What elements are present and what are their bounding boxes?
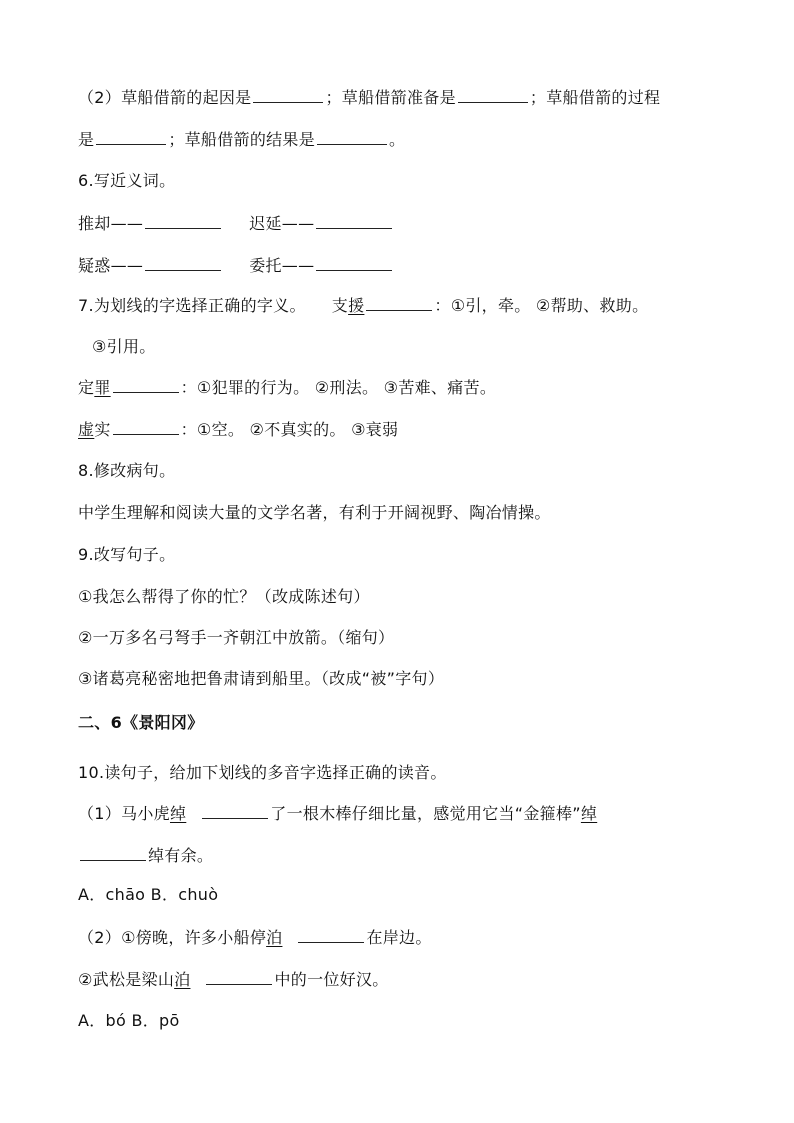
q10-2-options: A．bó B．pō [78, 1011, 180, 1030]
q10-title: 10.读句子，给加下划线的多音字选择正确的读音。 [78, 763, 447, 782]
q7-word2-options: ：①犯罪的行为。 ②刑法。 ③苦难、痛苦。 [180, 378, 497, 397]
q9-title: 9.改写句子。 [78, 545, 176, 564]
q7-line3 [78, 376, 496, 399]
q9-item3: ③诸葛亮秘密地把鲁肃请到船里。（改成“被”字句） [78, 669, 445, 688]
q7-line1 [78, 294, 648, 317]
answer-blank[interactable] [113, 418, 179, 435]
underlined-char: 罪 [94, 378, 111, 397]
synonym-word: 推却—— [78, 214, 144, 233]
q5-2-text: ；草船借箭的结果是 [168, 130, 316, 149]
q5-2-text: （2）草船借箭的起因是 [78, 88, 252, 107]
answer-blank[interactable] [458, 86, 528, 103]
answer-blank[interactable] [366, 294, 432, 311]
q8-sentence: 中学生理解和阅读大量的文学名著，有利于开阔视野、陶冶情操。 [78, 503, 551, 522]
q10-2-line2 [78, 968, 389, 991]
q9-item2: ②一万多名弓弩手一齐朝江中放箭。（缩句） [78, 628, 395, 647]
q5-2-line1 [78, 86, 660, 109]
q5-2-text: ；草船借箭准备是 [325, 88, 456, 107]
q7-word1-char: 支 [331, 296, 349, 315]
q7-word3-options: ：①空。 ②不真实的。 ③衰弱 [180, 420, 399, 439]
q10-1-line1 [78, 802, 597, 825]
q6-row1 [78, 212, 394, 235]
q10-1-options: A．chāo B．chuò [78, 885, 219, 904]
answer-blank[interactable] [145, 254, 221, 271]
q10-1-line2 [78, 844, 213, 867]
q7-line2: ③引用。 [92, 337, 156, 356]
underlined-char: 虚 [78, 420, 95, 439]
underlined-char: 泊 [174, 970, 191, 989]
q5-2-text: 是 [78, 130, 95, 149]
answer-blank[interactable] [253, 86, 323, 103]
q7-title: 7.为划线的字选择正确的字义。 [78, 296, 306, 315]
q10-2-text: 在岸边。 [366, 928, 432, 947]
answer-blank[interactable] [298, 926, 364, 943]
synonym-word: 委托—— [249, 256, 315, 275]
underlined-char: 绰 [580, 804, 598, 823]
q9-item1: ①我怎么帮得了你的忙？（改成陈述句） [78, 587, 370, 606]
q10-1-text: 绰有余。 [148, 846, 214, 865]
underlined-char: 绰 [169, 804, 187, 823]
answer-blank[interactable] [113, 376, 179, 393]
q10-2-text: （2）①傍晚，许多小船停 [78, 928, 267, 947]
q6-title: 6.写近义词。 [78, 171, 176, 190]
synonym-word: 迟延—— [249, 214, 315, 233]
q10-1-text: （1）马小虎 [78, 804, 170, 823]
q8-title: 8.修改病句。 [78, 461, 176, 480]
underlined-char: 泊 [266, 928, 283, 947]
underlined-char: 援 [348, 296, 365, 315]
q7-word3-char: 实 [94, 420, 111, 439]
q5-2-text: 。 [389, 130, 406, 149]
q10-2-text: ②武松是梁山 [78, 970, 175, 989]
answer-blank[interactable] [316, 212, 392, 229]
answer-blank[interactable] [145, 212, 221, 229]
q5-2-text: ；草船借箭的过程 [529, 88, 661, 107]
answer-blank[interactable] [96, 128, 166, 145]
q7-word1-options: ：①引，牵。 ②帮助、救助。 [434, 296, 649, 315]
q6-row2 [78, 254, 394, 277]
q10-2-line1 [78, 926, 432, 949]
q10-2-text: 中的一位好汉。 [274, 970, 389, 989]
q7-line4 [78, 418, 398, 441]
answer-blank[interactable] [206, 968, 272, 985]
answer-blank[interactable] [202, 802, 268, 819]
q10-1-text: 了一根木棒仔细比量，感觉用它当“金箍棒” [270, 804, 581, 823]
q7-word2-char: 定 [78, 378, 95, 397]
section-heading: 二、6《景阳冈》 [78, 713, 204, 732]
q5-2-line2 [78, 128, 405, 151]
synonym-word: 疑惑—— [78, 256, 144, 275]
answer-blank[interactable] [80, 844, 146, 861]
answer-blank[interactable] [316, 254, 392, 271]
answer-blank[interactable] [317, 128, 387, 145]
